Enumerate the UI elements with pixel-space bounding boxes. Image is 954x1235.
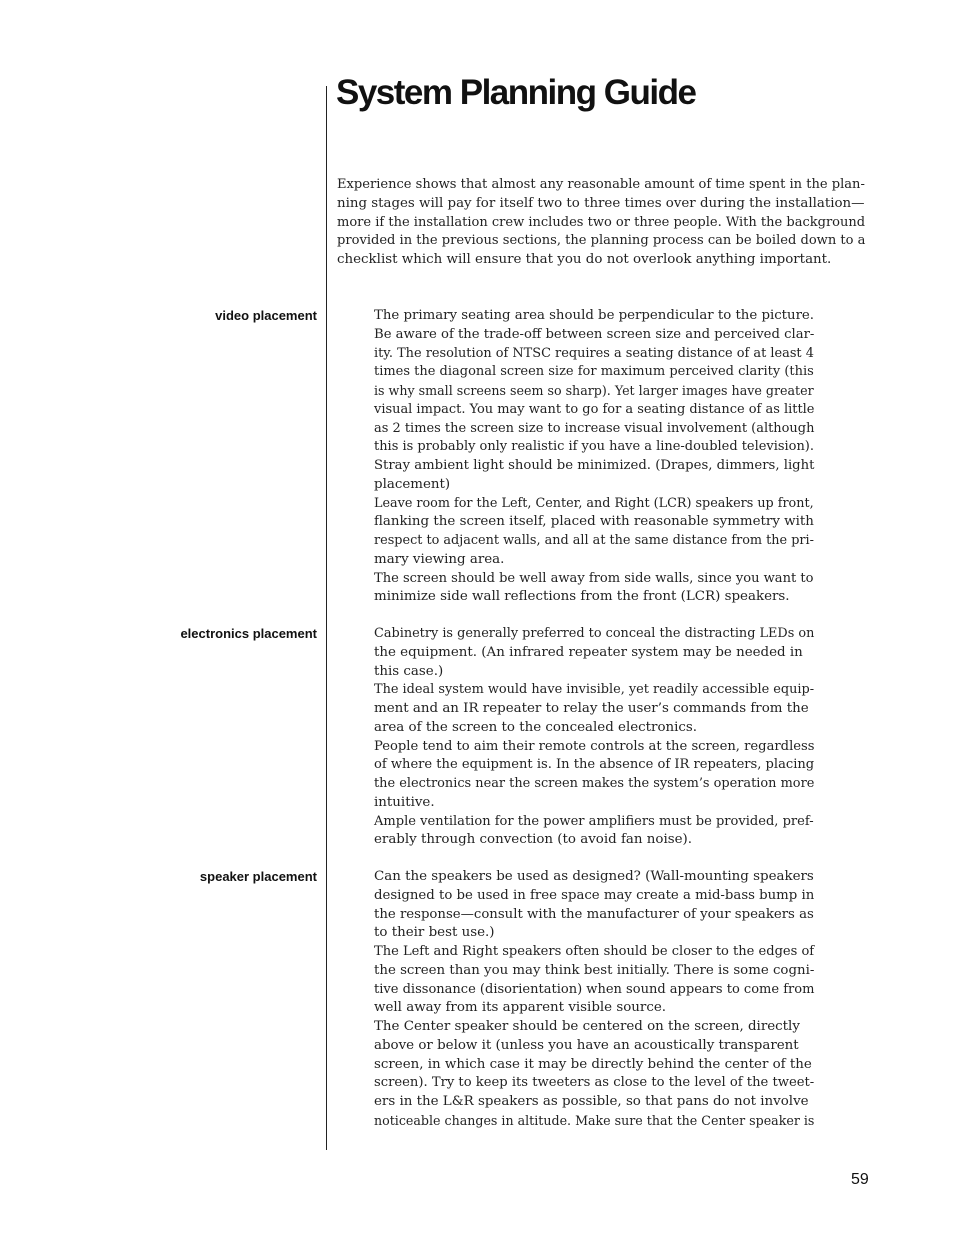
body-line: tive dissonance (disorientation) when sound appears to come from	[374, 981, 815, 997]
body-line: minimize side wall reflections from the front (LCR) speakers.	[374, 589, 790, 605]
body-line: Can the speakers be used as designed? (Wall-mounting speakers	[374, 869, 814, 884]
body-line: The ideal system would have invisible, yet readily accessible equip-	[374, 682, 815, 698]
intro-line: more if the installation crew includes two or three people. With the background	[337, 214, 866, 230]
body-line: mary viewing area.	[374, 551, 505, 567]
body-line: the equipment. (An infrared repeater system may be needed in	[374, 644, 803, 660]
body-line: as 2 times the screen size to increase visual involvement (although	[374, 420, 815, 436]
section-body-electronics-placement	[374, 625, 814, 850]
body-line: the screen than you may think best initially. There is some cogni-	[374, 962, 815, 978]
body-line: is why small screens seem so sharp). Yet larger images have greater	[374, 383, 814, 398]
intro-line: checklist which will ensure that you do not overlook anything important.	[337, 252, 832, 268]
section-label-electronics-placement: electronics placement	[180, 626, 317, 641]
body-line: The screen should be well away from side walls, since you want to	[374, 570, 814, 586]
page-title: System Planning Guide	[336, 73, 696, 112]
body-line: placement)	[374, 476, 451, 492]
body-line: erably through convection (to avoid fan noise).	[374, 832, 693, 848]
body-line: The Left and Right speakers often should be closer to the edges of	[374, 944, 815, 959]
body-line: to their best use.)	[374, 925, 495, 941]
body-line: visual impact. You may want to go for a seating distance of as little	[374, 401, 815, 417]
body-line: screen). Try to keep its tweeters as close to the level of the tweet-	[374, 1075, 815, 1091]
body-line: the response—consult with the manufacturer of your speakers as	[374, 906, 814, 922]
body-line: respect to adjacent walls, and all at the same distance from the pri-	[374, 533, 814, 548]
body-line: Be aware of the trade-off between screen size and perceived clar-	[374, 326, 815, 342]
section-body-speaker-placement	[374, 868, 814, 1131]
body-line: The primary seating area should be perpendicular to the picture.	[374, 308, 815, 323]
body-line: area of the screen to the concealed electronics.	[374, 719, 698, 735]
intro-line: ning stages will pay for itself two to three times over during the installation—	[337, 195, 865, 211]
body-line: this is probably only realistic if you have a line-doubled television).	[374, 439, 814, 455]
section-label-speaker-placement: speaker placement	[199, 869, 317, 884]
body-line: ity. The resolution of NTSC requires a seating distance of at least 4	[374, 345, 814, 361]
intro-line: provided in the previous sections, the planning process can be boiled down to a	[337, 233, 866, 249]
body-line: the electronics near the screen makes the system’s operation more	[374, 776, 815, 791]
body-line: Cabinetry is generally preferred to conceal the distracting LEDs on	[374, 626, 815, 641]
body-line: intuitive.	[374, 794, 435, 810]
page-number: 59	[851, 1171, 869, 1188]
section-label-video-placement: video placement	[215, 308, 317, 323]
body-line: designed to be used in free space may create a mid-bass bump in	[374, 887, 815, 903]
body-line: of where the equipment is. In the absence of IR repeaters, placing	[374, 757, 815, 773]
vertical-rule	[326, 86, 327, 1150]
intro-paragraph	[337, 176, 865, 270]
body-line: above or below it (unless you have an acoustically transparent	[374, 1037, 799, 1053]
intro-line: Experience shows that almost any reasonable amount of time spent in the plan-	[337, 177, 865, 192]
body-line: The Center speaker should be centered on the screen, directly	[374, 1019, 800, 1034]
body-line: ment and an IR repeater to relay the user’s commands from the	[374, 701, 809, 716]
body-line: noticeable changes in altitude. Make sure that the Center speaker is	[374, 1112, 815, 1128]
section-body-video-placement	[374, 307, 814, 607]
body-line: this case.)	[374, 663, 444, 679]
body-line: times the diagonal screen size for maximum perceived clarity (this	[374, 364, 814, 380]
body-line: flanking the screen itself, placed with reasonable symmetry with	[374, 514, 814, 530]
body-line: well away from its apparent visible source.	[374, 1000, 666, 1016]
body-line: ers in the L&R speakers as possible, so that pans do not involve	[374, 1094, 809, 1109]
body-line: Ample ventilation for the power amplifiers must be provided, pref-	[374, 813, 814, 829]
body-line: Stray ambient light should be minimized. (Drapes, dimmers, light	[374, 458, 815, 473]
body-line: screen, in which case it may be directly behind the center of the	[374, 1056, 812, 1072]
body-line: Leave room for the Left, Center, and Right (LCR) speakers up front,	[374, 495, 814, 511]
body-line: People tend to aim their remote controls at the screen, regardless	[374, 738, 815, 754]
